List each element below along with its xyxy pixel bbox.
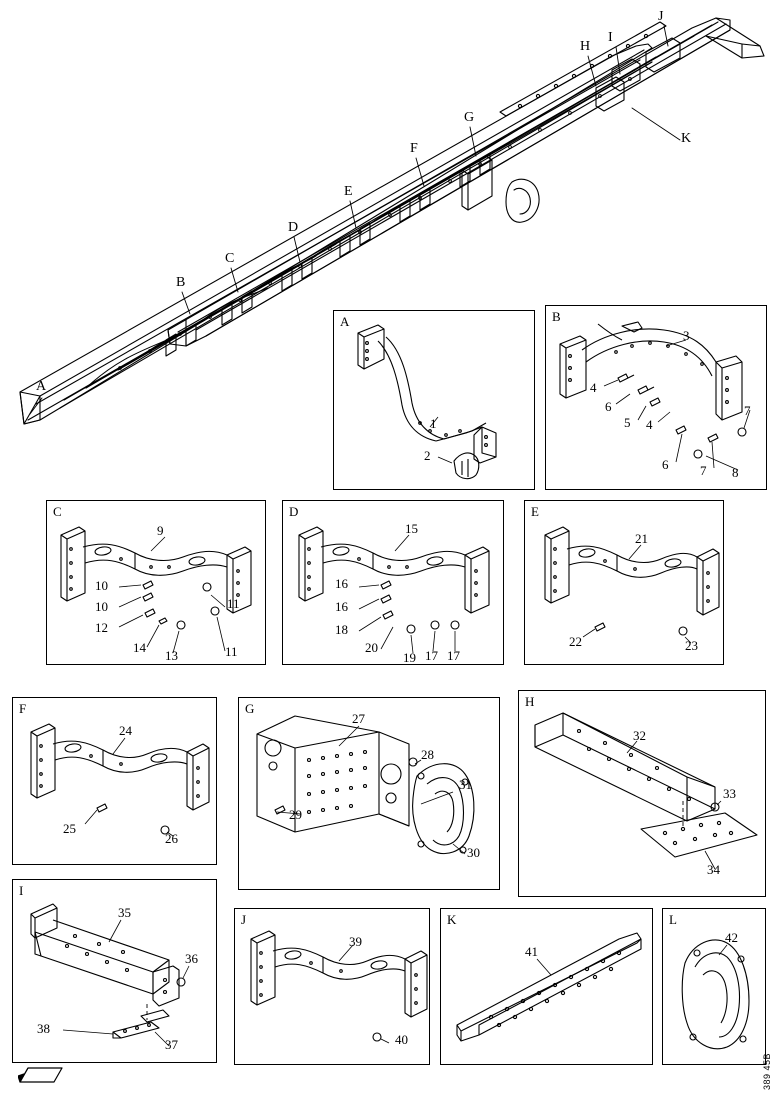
assembly-callout-i: I xyxy=(608,30,613,45)
panel-b-item-5: 5 xyxy=(624,415,631,430)
detail-panel-l xyxy=(662,908,766,1065)
panel-c-item-13: 13 xyxy=(165,648,178,663)
panel-k-drawing xyxy=(441,909,654,1066)
panel-d-item-20: 20 xyxy=(365,640,378,655)
panel-h-item-34: 34 xyxy=(707,862,720,877)
detail-panel-b xyxy=(545,305,767,490)
panel-i-item-38: 38 xyxy=(37,1021,50,1036)
assembly-callout-d: D xyxy=(288,220,299,235)
assembly-callout-b: B xyxy=(176,275,186,290)
panel-b-drawing xyxy=(546,306,768,491)
detail-panel-d xyxy=(282,500,504,665)
panel-l-drawing xyxy=(663,909,767,1066)
panel-h-item-32: 32 xyxy=(633,728,646,743)
panel-f-drawing xyxy=(13,698,218,866)
panel-c-item-11a: 11 xyxy=(227,596,240,611)
panel-a-item-1: 1 xyxy=(430,416,437,431)
panel-c-item-10a: 10 xyxy=(95,578,108,593)
panel-letter-f: F xyxy=(19,701,27,716)
panel-a-item-2: 2 xyxy=(424,448,431,463)
panel-i-item-36: 36 xyxy=(185,951,198,966)
panel-letter-c: C xyxy=(53,504,62,519)
panel-b-item-3: 3 xyxy=(683,328,690,343)
panel-f-item-24: 24 xyxy=(119,723,132,738)
panel-j-item-40: 40 xyxy=(395,1032,408,1047)
panel-i-item-35: 35 xyxy=(118,905,131,920)
panel-letter-j: J xyxy=(241,912,247,927)
panel-b-item-7b: 7 xyxy=(744,403,751,418)
panel-letter-a: A xyxy=(340,314,350,329)
panel-a-drawing xyxy=(334,311,536,491)
panel-c-item-11b: 11 xyxy=(225,644,238,659)
panel-c-item-9: 9 xyxy=(157,523,164,538)
assembly-callout-f: F xyxy=(410,141,418,156)
panel-g-drawing xyxy=(239,698,501,891)
panel-letter-g: G xyxy=(245,701,255,716)
assembly-callout-h: H xyxy=(580,39,591,54)
assembly-callout-k: K xyxy=(681,131,692,146)
panel-b-item-7a: 7 xyxy=(700,463,707,478)
panel-g-item-31: 31 xyxy=(459,777,472,792)
panel-c-item-10b: 10 xyxy=(95,599,108,614)
assembly-callout-c: C xyxy=(225,251,235,266)
panel-d-item-15: 15 xyxy=(405,521,418,536)
panel-letter-i: I xyxy=(19,883,24,898)
panel-b-item-4a: 4 xyxy=(590,380,597,395)
panel-g-item-29: 29 xyxy=(289,807,302,822)
panel-letter-l: L xyxy=(669,912,677,927)
detail-panel-i xyxy=(12,879,217,1063)
panel-letter-k: K xyxy=(447,912,457,927)
detail-panel-a xyxy=(333,310,535,490)
panel-b-item-6a: 6 xyxy=(605,399,612,414)
panel-letter-e: E xyxy=(531,504,539,519)
panel-i-item-37: 37 xyxy=(165,1037,178,1052)
panel-d-item-19: 19 xyxy=(403,650,416,665)
panel-j-item-39: 39 xyxy=(349,934,362,949)
panel-c-item-14: 14 xyxy=(133,640,146,655)
detail-panel-g xyxy=(238,697,500,890)
panel-k-item-41: 41 xyxy=(525,944,538,959)
panel-d-item-18: 18 xyxy=(335,622,348,637)
panel-g-item-27: 27 xyxy=(352,711,365,726)
assembly-callout-g: G xyxy=(464,110,475,125)
detail-panel-e xyxy=(524,500,724,665)
panel-h-item-33: 33 xyxy=(723,786,736,801)
assembly-callout-j: J xyxy=(658,9,664,24)
figure-number: 389 45B xyxy=(762,1052,772,1090)
direction-arrow-icon xyxy=(18,1060,64,1086)
detail-panel-j xyxy=(234,908,430,1065)
panel-c-item-12: 12 xyxy=(95,620,108,635)
panel-e-item-21: 21 xyxy=(635,531,648,546)
panel-d-item-17b: 17 xyxy=(447,648,460,663)
panel-g-item-28: 28 xyxy=(421,747,434,762)
panel-g-item-30: 30 xyxy=(467,845,480,860)
panel-f-item-26: 26 xyxy=(165,831,178,846)
panel-d-item-17a: 17 xyxy=(425,648,438,663)
detail-panel-f xyxy=(12,697,217,865)
panel-e-item-23: 23 xyxy=(685,638,698,653)
panel-b-item-4b: 4 xyxy=(646,417,653,432)
detail-panel-c xyxy=(46,500,266,665)
panel-b-item-8: 8 xyxy=(732,465,739,480)
assembly-callout-a: A xyxy=(36,379,47,394)
assembly-callout-e: E xyxy=(344,184,353,199)
panel-d-drawing xyxy=(283,501,505,666)
panel-l-item-42: 42 xyxy=(725,930,738,945)
panel-letter-b: B xyxy=(552,309,561,324)
panel-letter-d: D xyxy=(289,504,299,519)
panel-i-drawing xyxy=(13,880,218,1064)
detail-panel-h xyxy=(518,690,766,897)
panel-letter-h: H xyxy=(525,694,535,709)
panel-b-item-6b: 6 xyxy=(662,457,669,472)
panel-f-item-25: 25 xyxy=(63,821,76,836)
detail-panel-k xyxy=(440,908,653,1065)
panel-d-item-16b: 16 xyxy=(335,599,348,614)
panel-d-item-16a: 16 xyxy=(335,576,348,591)
panel-e-item-22: 22 xyxy=(569,634,582,649)
